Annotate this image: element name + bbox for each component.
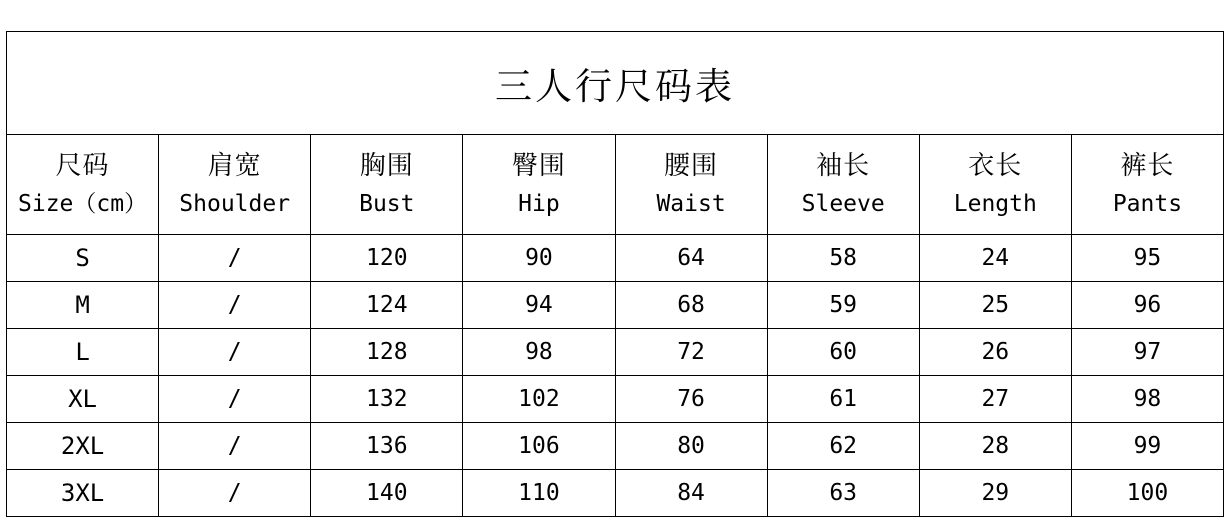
cell-bust: 120 bbox=[311, 235, 463, 282]
column-header-size bbox=[7, 135, 159, 235]
cell-waist: 72 bbox=[615, 329, 767, 376]
cell-length: 25 bbox=[919, 282, 1071, 329]
column-header-shoulder-en: Shoulder bbox=[179, 190, 291, 217]
column-header-shoulder bbox=[159, 135, 311, 235]
cell-shoulder: / bbox=[159, 470, 311, 517]
cell-length: 27 bbox=[919, 376, 1071, 423]
column-header-hip bbox=[463, 135, 615, 235]
cell-pants: 95 bbox=[1071, 235, 1223, 282]
cell-pants: 99 bbox=[1071, 423, 1223, 470]
column-header-waist bbox=[615, 135, 767, 235]
column-header-bust-en: Bust bbox=[359, 190, 415, 217]
cell-pants: 100 bbox=[1071, 470, 1223, 517]
cell-pants: 96 bbox=[1071, 282, 1223, 329]
table-row bbox=[7, 235, 1224, 282]
column-header-pants bbox=[1071, 135, 1223, 235]
column-header-waist-cn: 腰围 bbox=[664, 151, 719, 182]
cell-sleeve: 59 bbox=[767, 282, 919, 329]
column-header-bust bbox=[311, 135, 463, 235]
cell-shoulder: / bbox=[159, 282, 311, 329]
cell-waist: 84 bbox=[615, 470, 767, 517]
column-header-sleeve-cn: 袖长 bbox=[816, 151, 871, 182]
column-header-pants-en: Pants bbox=[1112, 190, 1183, 217]
cell-size: 2XL bbox=[7, 423, 159, 470]
cell-length: 26 bbox=[919, 329, 1071, 376]
cell-pants: 97 bbox=[1071, 329, 1223, 376]
column-header-hip-en: Hip bbox=[518, 190, 560, 217]
cell-shoulder: / bbox=[159, 329, 311, 376]
cell-hip: 90 bbox=[463, 235, 615, 282]
cell-bust: 124 bbox=[311, 282, 463, 329]
column-header-pants-cn: 裤长 bbox=[1120, 151, 1175, 182]
cell-hip: 106 bbox=[463, 423, 615, 470]
column-header-length-cn: 衣长 bbox=[968, 151, 1023, 182]
cell-hip: 102 bbox=[463, 376, 615, 423]
cell-shoulder: / bbox=[159, 235, 311, 282]
page-title: 三人行尺码表 bbox=[7, 32, 1224, 135]
cell-hip: 98 bbox=[463, 329, 615, 376]
cell-length: 24 bbox=[919, 235, 1071, 282]
cell-waist: 64 bbox=[615, 235, 767, 282]
column-header-bust-cn: 胸围 bbox=[359, 151, 414, 182]
cell-bust: 128 bbox=[311, 329, 463, 376]
cell-size: M bbox=[7, 282, 159, 329]
cell-sleeve: 61 bbox=[767, 376, 919, 423]
column-header-size-en: Size（cm） bbox=[18, 190, 148, 217]
cell-hip: 110 bbox=[463, 470, 615, 517]
cell-size: 3XL bbox=[7, 470, 159, 517]
cell-pants: 98 bbox=[1071, 376, 1223, 423]
title-row bbox=[7, 32, 1224, 135]
cell-bust: 132 bbox=[311, 376, 463, 423]
cell-waist: 68 bbox=[615, 282, 767, 329]
cell-bust: 136 bbox=[311, 423, 463, 470]
cell-length: 28 bbox=[919, 423, 1071, 470]
table-header-row bbox=[7, 135, 1224, 235]
column-header-shoulder-cn: 肩宽 bbox=[207, 151, 262, 182]
column-header-sleeve-en: Sleeve bbox=[801, 190, 885, 217]
cell-shoulder: / bbox=[159, 376, 311, 423]
table-row bbox=[7, 329, 1224, 376]
cell-waist: 76 bbox=[615, 376, 767, 423]
column-header-waist-en: Waist bbox=[656, 190, 726, 217]
cell-length: 29 bbox=[919, 470, 1071, 517]
cell-sleeve: 63 bbox=[767, 470, 919, 517]
cell-waist: 80 bbox=[615, 423, 767, 470]
cell-sleeve: 58 bbox=[767, 235, 919, 282]
column-header-length-en: Length bbox=[953, 190, 1037, 217]
cell-bust: 140 bbox=[311, 470, 463, 517]
cell-hip: 94 bbox=[463, 282, 615, 329]
column-header-hip-cn: 臀围 bbox=[511, 151, 566, 182]
table-row bbox=[7, 470, 1224, 517]
cell-size: S bbox=[7, 235, 159, 282]
cell-sleeve: 62 bbox=[767, 423, 919, 470]
table-row bbox=[7, 423, 1224, 470]
size-chart-table bbox=[6, 31, 1224, 517]
table-row bbox=[7, 376, 1224, 423]
column-header-size-cn: 尺码 bbox=[55, 151, 110, 182]
table-row bbox=[7, 282, 1224, 329]
column-header-sleeve bbox=[767, 135, 919, 235]
column-header-length bbox=[919, 135, 1071, 235]
cell-sleeve: 60 bbox=[767, 329, 919, 376]
cell-size: XL bbox=[7, 376, 159, 423]
cell-size: L bbox=[7, 329, 159, 376]
cell-shoulder: / bbox=[159, 423, 311, 470]
